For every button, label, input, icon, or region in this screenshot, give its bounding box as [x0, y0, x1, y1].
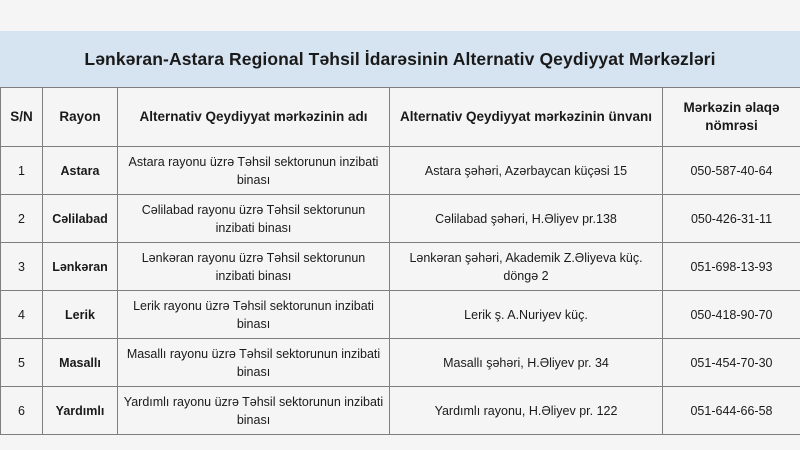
header-contact-number: Mərkəzin əlaqə nömrəsi	[663, 88, 800, 147]
cell-contact-number: 050-426-31-11	[663, 195, 800, 243]
cell-center-address: Lənkəran şəhəri, Akademik Z.Əliyeva küç. döngə 2	[390, 243, 663, 291]
cell-contact-number: 050-587-40-64	[663, 147, 800, 195]
cell-sn: 4	[1, 291, 43, 339]
page-title: Lənkəran-Astara Regional Təhsil İdarəsinin Alternativ Qeydiyyat Mərkəzləri	[84, 48, 716, 69]
table-row	[1, 147, 800, 195]
cell-sn: 6	[1, 387, 43, 435]
cell-center-address: Astara şəhəri, Azərbaycan küçəsi 15	[390, 147, 663, 195]
cell-center-name: Lənkəran rayonu üzrə Təhsil sektorunun inzibati binası	[118, 243, 390, 291]
cell-center-address: Masallı şəhəri, H.Əliyev pr. 34	[390, 339, 663, 387]
cell-sn: 3	[1, 243, 43, 291]
registration-centers-table	[0, 87, 800, 435]
table-header-row	[1, 88, 800, 147]
header-center-name: Alternativ Qeydiyyat mərkəzinin adı	[118, 88, 390, 147]
cell-center-address: Cəlilabad şəhəri, H.Əliyev pr.138	[390, 195, 663, 243]
cell-rayon: Lerik	[43, 291, 118, 339]
title-band	[0, 31, 800, 87]
cell-center-address: Lerik ş. A.Nuriyev küç.	[390, 291, 663, 339]
cell-sn: 1	[1, 147, 43, 195]
cell-center-name: Cəlilabad rayonu üzrə Təhsil sektorunun inzibati binası	[118, 195, 390, 243]
cell-rayon: Cəlilabad	[43, 195, 118, 243]
header-center-address: Alternativ Qeydiyyat mərkəzinin ünvanı	[390, 88, 663, 147]
cell-rayon: Astara	[43, 147, 118, 195]
cell-contact-number: 050-418-90-70	[663, 291, 800, 339]
table-row	[1, 339, 800, 387]
cell-center-name: Astara rayonu üzrə Təhsil sektorunun inzibati binası	[118, 147, 390, 195]
cell-contact-number: 051-644-66-58	[663, 387, 800, 435]
cell-center-name: Lerik rayonu üzrə Təhsil sektorunun inzibati binası	[118, 291, 390, 339]
cell-center-name: Yardımlı rayonu üzrə Təhsil sektorunun inzibati binası	[118, 387, 390, 435]
cell-sn: 5	[1, 339, 43, 387]
header-sn: S/N	[1, 88, 43, 147]
cell-rayon: Lənkəran	[43, 243, 118, 291]
cell-contact-number: 051-698-13-93	[663, 243, 800, 291]
header-rayon: Rayon	[43, 88, 118, 147]
cell-contact-number: 051-454-70-30	[663, 339, 800, 387]
table-row	[1, 291, 800, 339]
cell-center-name: Masallı rayonu üzrə Təhsil sektorunun inzibati binası	[118, 339, 390, 387]
cell-sn: 2	[1, 195, 43, 243]
table-row	[1, 243, 800, 291]
cell-rayon: Masallı	[43, 339, 118, 387]
table-row	[1, 195, 800, 243]
cell-center-address: Yardımlı rayonu, H.Əliyev pr. 122	[390, 387, 663, 435]
cell-rayon: Yardımlı	[43, 387, 118, 435]
table-row	[1, 387, 800, 435]
